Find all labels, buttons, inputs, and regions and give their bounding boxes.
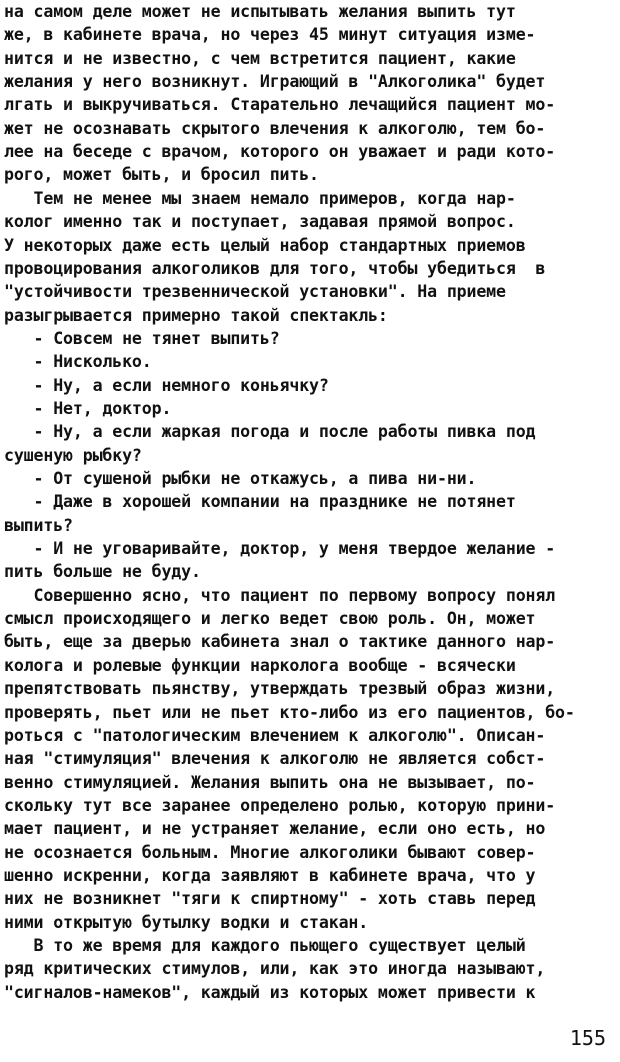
text-line: пить больше не буду. [4, 562, 201, 582]
text-line: - Даже в хорошей компании на празднике не потянет [4, 492, 516, 512]
text-line: "сигналов-намеков", каждый из которых может привести к [4, 982, 536, 1002]
text-line: - И не уговаривайте, доктор, у меня твердое желание - [4, 539, 556, 559]
text-line: сушеную рыбку? [4, 445, 142, 465]
text-line: мает пациент, и не устраняет желание, если оно есть, но [4, 819, 546, 839]
text-line: ними открытую бутылку водки и стакан. [4, 912, 369, 932]
text-line: рого, может быть, и бросил пить. [4, 165, 319, 185]
text-line: желания у него возникнут. Играющий в "Алкоголика" будет [4, 72, 546, 92]
text-line: - Совсем не тянет выпить? [4, 328, 280, 348]
text-line: проверять, пьет или не пьет кто-либо из его пациентов, бо- [4, 702, 575, 722]
text-line: лгать и выкручиваться. Старательно лечащийся пациент мо- [4, 95, 556, 115]
text-line: - Ну, а если немного коньячку? [4, 375, 329, 395]
text-line: препятствовать пьянству, утверждать трезвый образ жизни, [4, 679, 556, 699]
text-line: шенно искренни, когда заявляют в кабинете врача, что у [4, 865, 536, 885]
text-line: же, в кабинете врача, но через 45 минут ситуация изме- [4, 25, 536, 45]
text-line: колог именно так и поступает, задавая прямой вопрос. [4, 212, 516, 232]
text-line: - Нет, доктор. [4, 398, 172, 418]
text-line: колога и ролевые функции нарколога вообще - всячески [4, 655, 516, 675]
text-line: не осознается больным. Многие алкоголики бывают совер- [4, 842, 536, 862]
text-line: "устойчивости трезвеннической установки". На приеме [4, 282, 506, 302]
text-line: роться с "патологическим влечением к алкоголю". Описан- [4, 725, 546, 745]
text-line: быть, еще за дверью кабинета знал о тактике данного нар- [4, 632, 556, 652]
text-line: ная "стимуляция" влечения к алкоголю не является собст- [4, 749, 546, 769]
page-number: 155 [569, 1026, 606, 1050]
text-line: У некоторых даже есть целый набор стандартных приемов [4, 235, 526, 255]
text-line: Тем не менее мы знаем немало примеров, когда нар- [4, 188, 516, 208]
text-line: Совершенно ясно, что пациент по первому вопросу понял [4, 585, 556, 605]
text-line: них не возникнет "тяги к спиртному" - хоть ставь перед [4, 889, 536, 909]
text-line: на самом деле может не испытывать желания выпить тут [4, 2, 516, 21]
text-line: провоцирования алкоголиков для того, чтобы убедиться в [4, 258, 546, 278]
text-line: - Нисколько. [4, 352, 152, 372]
text-line: разыгрывается примерно такой спектакль: [4, 305, 388, 325]
text-line: смысл происходящего и легко ведет свою роль. Он, может [4, 609, 536, 629]
text-line: скольку тут все заранее определено ролью, которую прини- [4, 795, 556, 815]
text-line: выпить? [4, 515, 73, 535]
text-line: лее на беседе с врачом, которого он уважает и ради кото- [4, 142, 556, 162]
text-line: - От сушеной рыбки не откажусь, а пива ни-ни. [4, 469, 477, 488]
text-line: венно стимуляцией. Желания выпить она не вызывает, по- [4, 772, 536, 792]
text-line: жет не осознавать скрытого влечения к алкоголю, тем бо- [4, 118, 546, 138]
text-line: В то же время для каждого пьющего существует целый [4, 936, 526, 955]
text-line: нится и не известно, с чем встретится пациент, какие [4, 48, 516, 68]
text-line: - Ну, а если жаркая погода и после работы пивка под [4, 422, 536, 442]
text-line: ряд критических стимулов, или, как это иногда называют, [4, 959, 546, 979]
